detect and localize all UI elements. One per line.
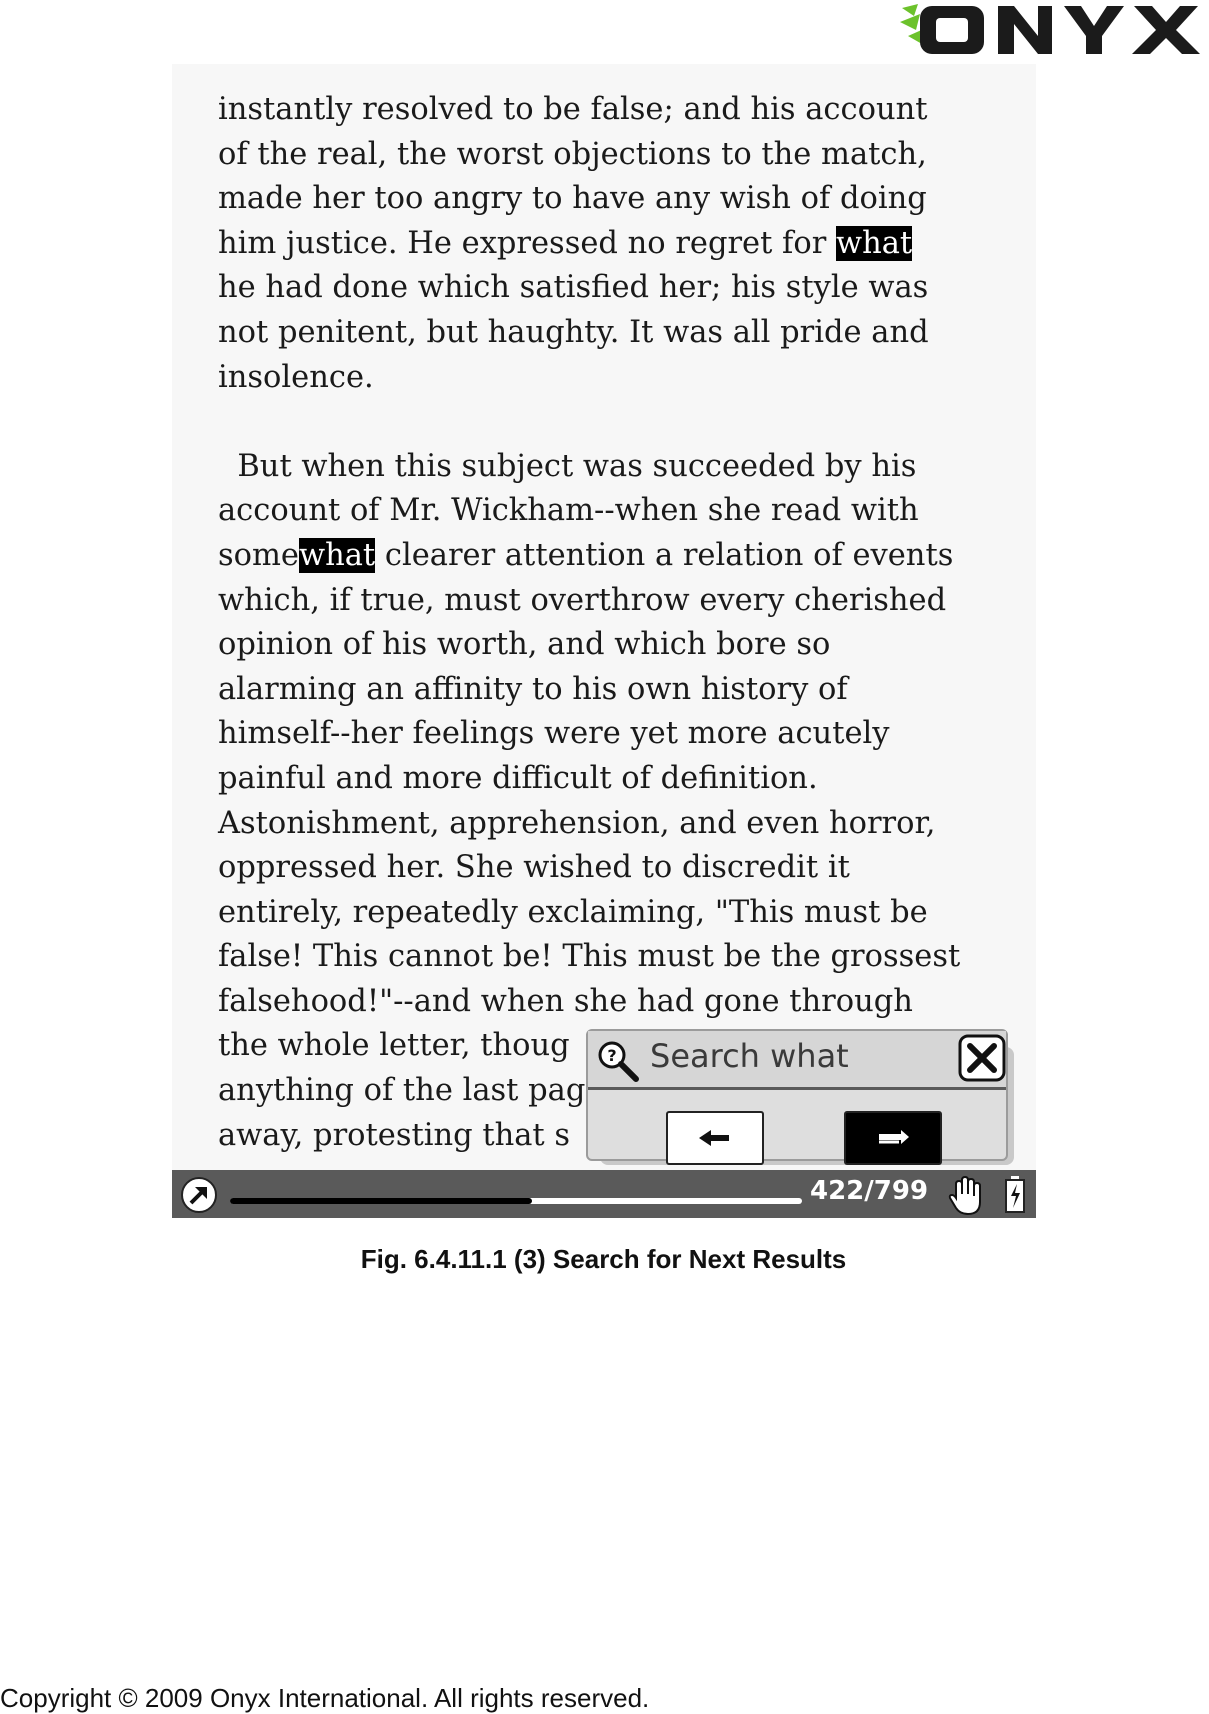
text-segment: account of Mr. Wickham--when she read with bbox=[218, 493, 919, 529]
arrow-left-icon bbox=[695, 1127, 735, 1149]
text-segment: clearer attention a relation of events bbox=[375, 537, 954, 573]
reading-progress-fill bbox=[230, 1198, 532, 1204]
text-line bbox=[218, 757, 1018, 802]
text-segment: painful and more difficult of definition. bbox=[218, 760, 818, 796]
close-button[interactable] bbox=[958, 1034, 1006, 1082]
search-title: Search what bbox=[650, 1037, 849, 1075]
copyright-footer: Copyright © 2009 Onyx International. All rights reserved. bbox=[0, 1683, 650, 1713]
text-segment: anything of the last pag bbox=[218, 1073, 586, 1109]
text-segment: oppressed her. She wished to discredit it bbox=[218, 850, 850, 886]
text-line bbox=[218, 222, 1018, 267]
ereader-screen bbox=[172, 64, 1036, 1218]
dialog-panel bbox=[586, 1029, 1008, 1161]
text-line bbox=[218, 579, 1018, 624]
text-segment: not penitent, but haughty. It was all pride and bbox=[218, 314, 929, 350]
text-segment: alarming an affinity to his own history of bbox=[218, 671, 848, 707]
text-segment: him justice. He expressed no regret for bbox=[218, 225, 836, 261]
text-segment: away, protesting that s bbox=[218, 1117, 571, 1153]
search-match-highlight: what bbox=[299, 537, 376, 573]
text-segment: made her too angry to have any wish of doing bbox=[218, 181, 927, 217]
text-segment: the whole letter, thoug bbox=[218, 1028, 570, 1064]
page-indicator: 422/799 bbox=[810, 1176, 929, 1206]
search-match-highlight: what bbox=[835, 225, 913, 261]
text-segment: entirely, repeatedly exclaiming, "This must be bbox=[218, 894, 928, 930]
text-segment: Astonishment, apprehension, and even horror, bbox=[218, 805, 936, 841]
text-line bbox=[218, 133, 1018, 178]
text-line bbox=[218, 534, 1018, 579]
text-line bbox=[218, 891, 1018, 936]
status-bar bbox=[172, 1170, 1036, 1218]
text-line bbox=[218, 935, 1018, 980]
text-line bbox=[218, 88, 1018, 133]
search-previous-button[interactable] bbox=[666, 1111, 764, 1165]
hand-icon[interactable] bbox=[946, 1174, 986, 1216]
text-line bbox=[218, 712, 1018, 757]
text-line bbox=[218, 668, 1018, 713]
text-segment: he had done which satisfied her; his style was bbox=[218, 270, 929, 306]
text-line bbox=[218, 177, 1018, 222]
text-line bbox=[218, 400, 1018, 445]
search-dialog bbox=[586, 1029, 1014, 1165]
text-segment: of the real, the worst objections to the match, bbox=[218, 136, 927, 172]
text-segment: But when this subject was succeeded by his bbox=[218, 448, 917, 484]
text-line bbox=[218, 623, 1018, 668]
search-help-icon bbox=[596, 1039, 640, 1083]
text-segment: which, if true, must overthrow every cherished bbox=[218, 582, 947, 618]
text-line bbox=[218, 356, 1018, 401]
search-next-button[interactable] bbox=[844, 1111, 942, 1165]
dialog-header bbox=[588, 1031, 1006, 1090]
text-line bbox=[218, 311, 1018, 356]
reading-progress-bar[interactable] bbox=[230, 1198, 802, 1204]
text-segment: insolence. bbox=[218, 359, 374, 395]
arrow-right-icon bbox=[873, 1127, 913, 1149]
text-line bbox=[218, 980, 1018, 1025]
text-line bbox=[218, 489, 1018, 534]
text-segment: himself--her feelings were yet more acutely bbox=[218, 716, 890, 752]
text-line bbox=[218, 846, 1018, 891]
figure-caption: Fig. 6.4.11.1 (3) Search for Next Results bbox=[360, 1244, 847, 1274]
book-text bbox=[218, 88, 1018, 1158]
text-line bbox=[218, 266, 1018, 311]
svg-text:?: ? bbox=[607, 1046, 617, 1065]
text-segment: instantly resolved to be false; and his account bbox=[218, 92, 928, 127]
battery-icon bbox=[1004, 1176, 1026, 1214]
text-line bbox=[218, 802, 1018, 847]
text-segment: some bbox=[218, 537, 299, 573]
text-segment: falsehood!"--and when she had gone through bbox=[218, 983, 913, 1019]
goto-icon[interactable] bbox=[180, 1176, 218, 1214]
text-segment: opinion of his worth, and which bore so bbox=[218, 627, 831, 663]
text-segment: false! This cannot be! This must be the grossest bbox=[218, 939, 961, 975]
text-line bbox=[218, 445, 1018, 490]
onyx-logo bbox=[898, 0, 1208, 60]
